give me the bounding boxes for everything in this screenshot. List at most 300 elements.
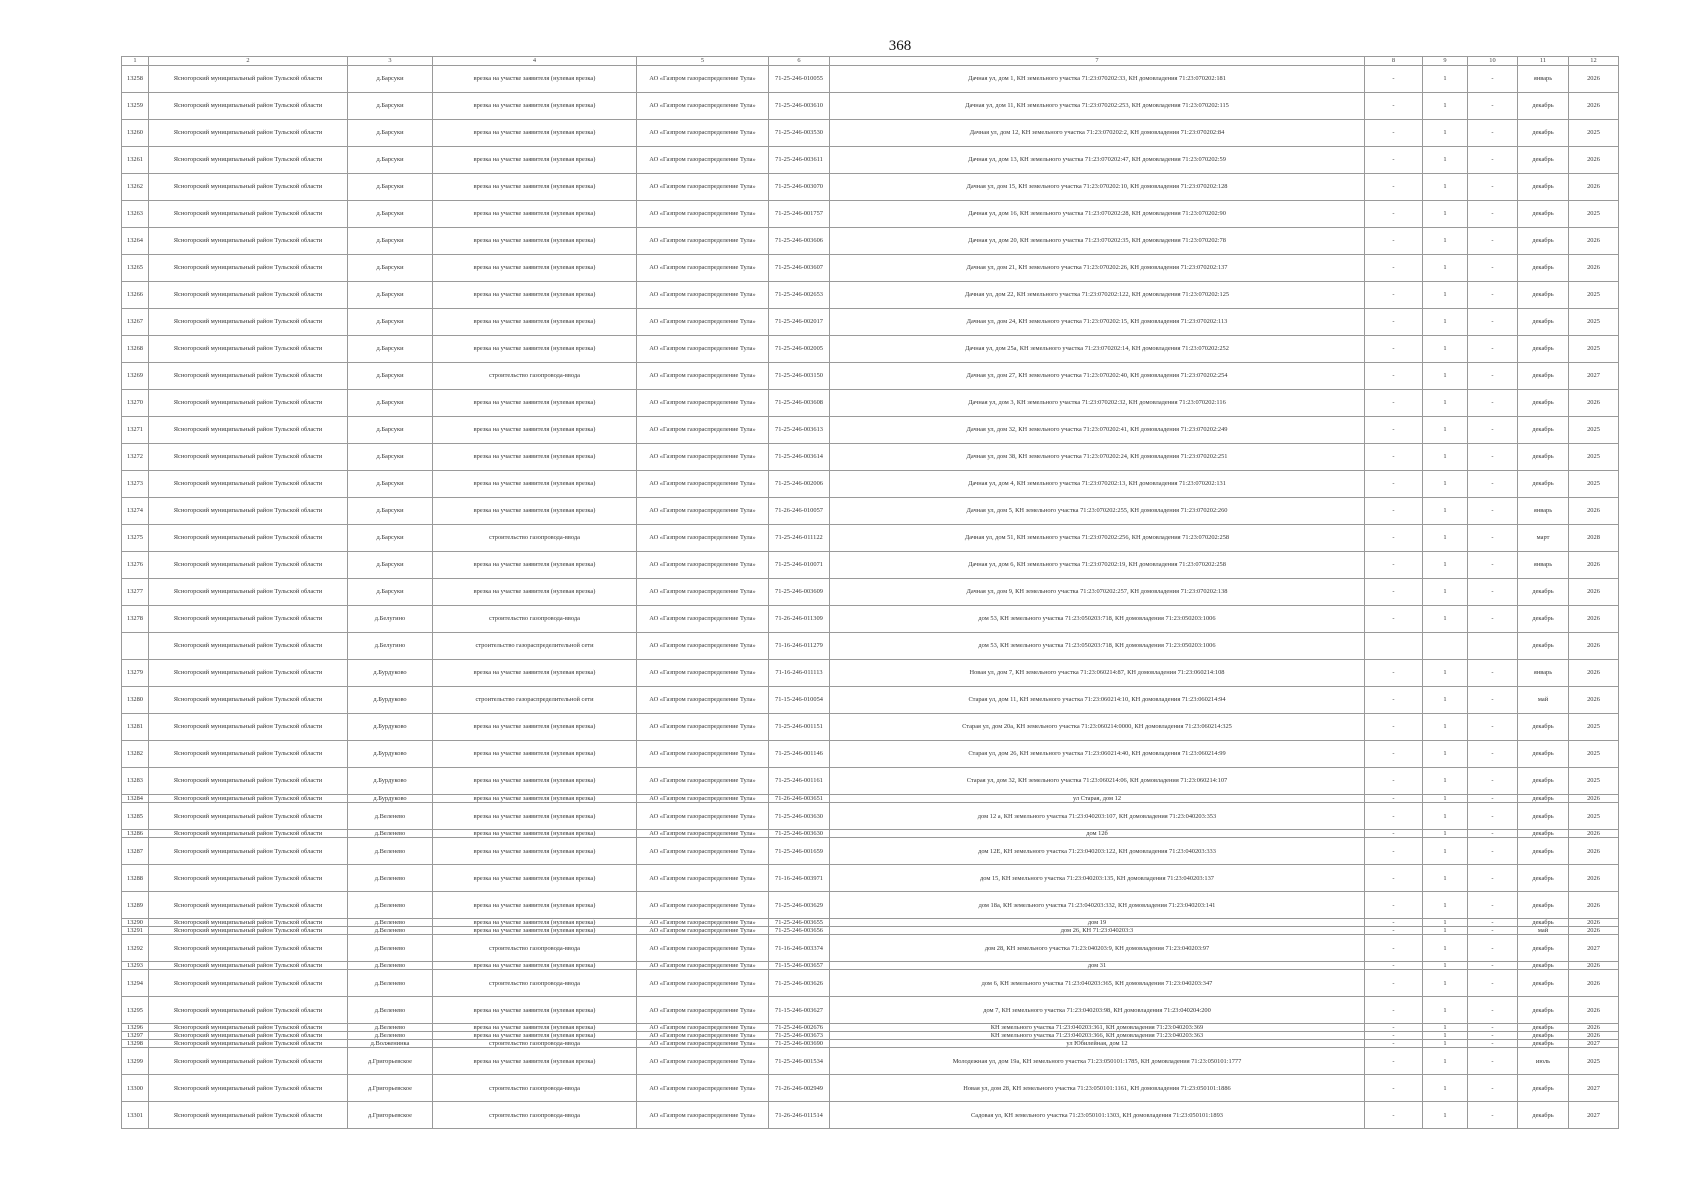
settlement-cell: д.Бурдуково — [348, 768, 433, 795]
work-type-cell: врезка на участке заявителя (нулевая врезка) — [433, 714, 637, 741]
settlement-cell: д.Барсуки — [348, 282, 433, 309]
column-8-cell: - — [1365, 997, 1423, 1024]
year-cell: 2026 — [1569, 633, 1619, 660]
year-cell: 2026 — [1569, 579, 1619, 606]
work-type-cell: строительство газопровода-ввода — [433, 606, 637, 633]
district-cell: Ясногорский муниципальный район Тульской области — [149, 919, 348, 927]
settlement-cell: д.Бурдуково — [348, 714, 433, 741]
address-cell: Дачная ул, дом 9, КН земельного участка 71:23:070202:257, КН домовладения 71:23:070202:138 — [830, 579, 1365, 606]
work-type-cell: врезка на участке заявителя (нулевая врезка) — [433, 1024, 637, 1032]
column-10-cell: - — [1468, 255, 1518, 282]
settlement-cell: д.Барсуки — [348, 525, 433, 552]
work-type-cell: врезка на участке заявителя (нулевая врезка) — [433, 201, 637, 228]
district-cell: Ясногорский муниципальный район Тульской области — [149, 997, 348, 1024]
organization-cell: АО «Газпром газораспределение Тула» — [637, 1102, 769, 1129]
address-cell: дом 12 а, КН земельного участка 71:23:040203:107, КН домовладения 71:23:040203:353 — [830, 803, 1365, 830]
column-9-cell: 1 — [1423, 660, 1468, 687]
work-type-cell: врезка на участке заявителя (нулевая врезка) — [433, 865, 637, 892]
table-row — [122, 935, 1619, 962]
month-cell: декабрь — [1518, 147, 1569, 174]
district-cell: Ясногорский муниципальный район Тульской области — [149, 1102, 348, 1129]
column-10-cell: - — [1468, 417, 1518, 444]
row-number: 13263 — [122, 201, 149, 228]
table-row — [122, 390, 1619, 417]
application-code-cell: 71-16-246-011279 — [769, 633, 830, 660]
column-8-cell: - — [1365, 714, 1423, 741]
column-9-cell: 1 — [1423, 830, 1468, 838]
month-cell: январь — [1518, 498, 1569, 525]
application-code-cell: 71-25-246-003655 — [769, 919, 830, 927]
column-header: 2 — [149, 57, 348, 66]
district-cell: Ясногорский муниципальный район Тульской области — [149, 1048, 348, 1075]
settlement-cell: д.Барсуки — [348, 201, 433, 228]
organization-cell: АО «Газпром газораспределение Тула» — [637, 228, 769, 255]
month-cell: декабрь — [1518, 606, 1569, 633]
year-cell: 2026 — [1569, 498, 1619, 525]
column-8-cell: - — [1365, 687, 1423, 714]
column-9-cell: 1 — [1423, 1024, 1468, 1032]
application-code-cell: 71-25-246-001757 — [769, 201, 830, 228]
table-row — [122, 1075, 1619, 1102]
column-9-cell: 1 — [1423, 201, 1468, 228]
organization-cell: АО «Газпром газораспределение Тула» — [637, 606, 769, 633]
work-type-cell: врезка на участке заявителя (нулевая врезка) — [433, 552, 637, 579]
month-cell: декабрь — [1518, 865, 1569, 892]
column-9-cell: 1 — [1423, 919, 1468, 927]
address-cell: Дачная ул, дом 16, КН земельного участка 71:23:070202:28, КН домовладения 71:23:070202:90 — [830, 201, 1365, 228]
column-header: 6 — [769, 57, 830, 66]
settlement-cell: д.Барсуки — [348, 552, 433, 579]
month-cell: декабрь — [1518, 309, 1569, 336]
column-9-cell: 1 — [1423, 892, 1468, 919]
column-8-cell: - — [1365, 147, 1423, 174]
address-cell: дом 53, КН земельного участка 71:23:050203:718, КН домовладения 71:23:050203:1006 — [830, 606, 1365, 633]
table-row — [122, 228, 1619, 255]
settlement-cell: д.Веленево — [348, 803, 433, 830]
application-code-cell: 71-25-246-011122 — [769, 525, 830, 552]
year-cell: 2025 — [1569, 417, 1619, 444]
application-code-cell: 71-25-246-001534 — [769, 1048, 830, 1075]
district-cell: Ясногорский муниципальный район Тульской области — [149, 444, 348, 471]
settlement-cell: д.Веленево — [348, 838, 433, 865]
district-cell: Ясногорский муниципальный район Тульской области — [149, 93, 348, 120]
table-row — [122, 714, 1619, 741]
application-code-cell: 71-26-246-002949 — [769, 1075, 830, 1102]
address-cell: Дачная ул, дом 25а, КН земельного участка 71:23:070202:14, КН домовладения 71:23:070202:252 — [830, 336, 1365, 363]
district-cell: Ясногорский муниципальный район Тульской области — [149, 147, 348, 174]
column-header: 3 — [348, 57, 433, 66]
month-cell: декабрь — [1518, 838, 1569, 865]
column-9-cell: 1 — [1423, 471, 1468, 498]
column-8-cell: - — [1365, 1040, 1423, 1048]
column-10-cell: - — [1468, 93, 1518, 120]
district-cell: Ясногорский муниципальный район Тульской области — [149, 255, 348, 282]
district-cell: Ясногорский муниципальный район Тульской области — [149, 174, 348, 201]
work-type-cell: врезка на участке заявителя (нулевая врезка) — [433, 444, 637, 471]
organization-cell: АО «Газпром газораспределение Тула» — [637, 147, 769, 174]
column-10-cell: - — [1468, 66, 1518, 93]
column-header: 8 — [1365, 57, 1423, 66]
year-cell: 2026 — [1569, 927, 1619, 935]
settlement-cell: д.Барсуки — [348, 471, 433, 498]
month-cell: декабрь — [1518, 768, 1569, 795]
year-cell: 2025 — [1569, 444, 1619, 471]
application-code-cell: 71-26-246-003651 — [769, 795, 830, 803]
work-type-cell: врезка на участке заявителя (нулевая врезка) — [433, 1048, 637, 1075]
column-10-cell: - — [1468, 919, 1518, 927]
application-code-cell: 71-16-246-003971 — [769, 865, 830, 892]
address-cell: Дачная ул, дом 1, КН земельного участка 71:23:070202:33, КН домовладения 71:23:070202:181 — [830, 66, 1365, 93]
district-cell: Ясногорский муниципальный район Тульской области — [149, 1032, 348, 1040]
column-header: 11 — [1518, 57, 1569, 66]
application-code-cell: 71-16-246-011113 — [769, 660, 830, 687]
month-cell: декабрь — [1518, 830, 1569, 838]
table-body — [122, 66, 1619, 1129]
column-9-cell: 1 — [1423, 795, 1468, 803]
column-9-cell: 1 — [1423, 282, 1468, 309]
settlement-cell: д.Григорьевское — [348, 1102, 433, 1129]
month-cell: декабрь — [1518, 93, 1569, 120]
application-code-cell: 71-25-246-002653 — [769, 282, 830, 309]
district-cell: Ясногорский муниципальный район Тульской области — [149, 66, 348, 93]
application-code-cell: 71-25-246-003630 — [769, 830, 830, 838]
column-9-cell: 1 — [1423, 714, 1468, 741]
application-code-cell: 71-25-246-002006 — [769, 471, 830, 498]
column-10-cell: - — [1468, 336, 1518, 363]
column-9-cell: 1 — [1423, 803, 1468, 830]
work-type-cell: строительство газораспределительной сети — [433, 687, 637, 714]
address-cell: дом 19 — [830, 919, 1365, 927]
column-10-cell: - — [1468, 147, 1518, 174]
settlement-cell: д.Барсуки — [348, 93, 433, 120]
column-9-cell: 1 — [1423, 606, 1468, 633]
settlement-cell: д.Белугино — [348, 606, 433, 633]
year-cell: 2026 — [1569, 660, 1619, 687]
settlement-cell: д.Веленево — [348, 865, 433, 892]
work-type-cell: врезка на участке заявителя (нулевая врезка) — [433, 309, 637, 336]
row-number: 13267 — [122, 309, 149, 336]
settlement-cell: д.Веленево — [348, 970, 433, 997]
row-number: 13258 — [122, 66, 149, 93]
district-cell: Ясногорский муниципальный район Тульской области — [149, 1024, 348, 1032]
year-cell: 2028 — [1569, 525, 1619, 552]
address-cell: Дачная ул, дом 3, КН земельного участка 71:23:070202:32, КН домовладения 71:23:070202:116 — [830, 390, 1365, 417]
application-code-cell: 71-25-246-003690 — [769, 1040, 830, 1048]
district-cell: Ясногорский муниципальный район Тульской области — [149, 336, 348, 363]
settlement-cell: д.Веленево — [348, 1024, 433, 1032]
year-cell: 2026 — [1569, 1024, 1619, 1032]
address-cell: Старая ул, дом 20а, КН земельного участка 71:23:060214:0000, КН домовладения 71:23:060214:325 — [830, 714, 1365, 741]
work-type-cell: врезка на участке заявителя (нулевая врезка) — [433, 390, 637, 417]
row-number: 13288 — [122, 865, 149, 892]
column-8-cell: - — [1365, 309, 1423, 336]
organization-cell: АО «Газпром газораспределение Тула» — [637, 865, 769, 892]
settlement-cell: д.Веленево — [348, 892, 433, 919]
month-cell: январь — [1518, 660, 1569, 687]
organization-cell: АО «Газпром газораспределение Тула» — [637, 471, 769, 498]
row-number: 13293 — [122, 962, 149, 970]
district-cell: Ясногорский муниципальный район Тульской области — [149, 768, 348, 795]
table-row — [122, 552, 1619, 579]
month-cell: декабрь — [1518, 228, 1569, 255]
column-9-cell: 1 — [1423, 687, 1468, 714]
settlement-cell: д.Барсуки — [348, 336, 433, 363]
settlement-cell: д.Веленево — [348, 927, 433, 935]
month-cell: май — [1518, 687, 1569, 714]
address-cell: Дачная ул, дом 32, КН земельного участка 71:23:070202:41, КН домовладения 71:23:070202:249 — [830, 417, 1365, 444]
work-type-cell: врезка на участке заявителя (нулевая врезка) — [433, 803, 637, 830]
column-10-cell: - — [1468, 714, 1518, 741]
column-10-cell: - — [1468, 228, 1518, 255]
year-cell: 2026 — [1569, 66, 1619, 93]
row-number: 13287 — [122, 838, 149, 865]
column-header: 9 — [1423, 57, 1468, 66]
table-row — [122, 309, 1619, 336]
row-number: 13268 — [122, 336, 149, 363]
organization-cell: АО «Газпром газораспределение Тула» — [637, 919, 769, 927]
address-cell: дом 7, КН земельного участка 71:23:040203:98, КН домовладения 71:23:040204:200 — [830, 997, 1365, 1024]
address-cell: Дачная ул, дом 51, КН земельного участка 71:23:070202:256, КН домовладения 71:23:070202:258 — [830, 525, 1365, 552]
work-type-cell: врезка на участке заявителя (нулевая врезка) — [433, 228, 637, 255]
table-row — [122, 795, 1619, 803]
organization-cell: АО «Газпром газораспределение Тула» — [637, 201, 769, 228]
work-type-cell: врезка на участке заявителя (нулевая врезка) — [433, 962, 637, 970]
work-type-cell: врезка на участке заявителя (нулевая врезка) — [433, 1032, 637, 1040]
column-8-cell: - — [1365, 865, 1423, 892]
work-type-cell: врезка на участке заявителя (нулевая врезка) — [433, 660, 637, 687]
district-cell: Ясногорский муниципальный район Тульской области — [149, 201, 348, 228]
row-number: 13272 — [122, 444, 149, 471]
work-type-cell: врезка на участке заявителя (нулевая врезка) — [433, 66, 637, 93]
column-9-cell: 1 — [1423, 525, 1468, 552]
table-row — [122, 417, 1619, 444]
row-number: 13291 — [122, 927, 149, 935]
column-10-cell: - — [1468, 606, 1518, 633]
settlement-cell: д.Барсуки — [348, 579, 433, 606]
year-cell: 2026 — [1569, 892, 1619, 919]
settlement-cell: д.Барсуки — [348, 174, 433, 201]
column-8-cell: - — [1365, 579, 1423, 606]
column-8-cell: - — [1365, 363, 1423, 390]
district-cell: Ясногорский муниципальный район Тульской области — [149, 687, 348, 714]
month-cell: декабрь — [1518, 120, 1569, 147]
table-row — [122, 579, 1619, 606]
column-10-cell: - — [1468, 444, 1518, 471]
organization-cell: АО «Газпром газораспределение Тула» — [637, 768, 769, 795]
district-cell: Ясногорский муниципальный район Тульской области — [149, 309, 348, 336]
year-cell: 2026 — [1569, 919, 1619, 927]
column-header: 7 — [830, 57, 1365, 66]
column-8-cell: - — [1365, 768, 1423, 795]
column-8-cell: - — [1365, 795, 1423, 803]
row-number: 13275 — [122, 525, 149, 552]
address-cell: Дачная ул, дом 11, КН земельного участка 71:23:070202:253, КН домовладения 71:23:070202:115 — [830, 93, 1365, 120]
year-cell: 2025 — [1569, 1048, 1619, 1075]
column-9-cell: 1 — [1423, 552, 1468, 579]
address-cell: Дачная ул, дом 6, КН земельного участка 71:23:070202:19, КН домовладения 71:23:070202:258 — [830, 552, 1365, 579]
organization-cell: АО «Газпром газораспределение Тула» — [637, 417, 769, 444]
district-cell: Ясногорский муниципальный район Тульской области — [149, 741, 348, 768]
settlement-cell: д.Веленево — [348, 997, 433, 1024]
column-10-cell: - — [1468, 174, 1518, 201]
address-cell: КН земельного участка 71:23:040203:366, КН домовладения 71:23:040203:363 — [830, 1032, 1365, 1040]
organization-cell: АО «Газпром газораспределение Тула» — [637, 997, 769, 1024]
column-header: 10 — [1468, 57, 1518, 66]
organization-cell: АО «Газпром газораспределение Тула» — [637, 1040, 769, 1048]
column-10-cell: - — [1468, 1048, 1518, 1075]
column-8-cell: - — [1365, 228, 1423, 255]
district-cell: Ясногорский муниципальный район Тульской области — [149, 363, 348, 390]
address-cell: ул Старая, дом 12 — [830, 795, 1365, 803]
table-row — [122, 970, 1619, 997]
column-10-cell: - — [1468, 201, 1518, 228]
settlement-cell: д.Веленево — [348, 830, 433, 838]
work-type-cell: врезка на участке заявителя (нулевая врезка) — [433, 795, 637, 803]
row-number: 13261 — [122, 147, 149, 174]
settlement-cell: д.Бурдуково — [348, 795, 433, 803]
column-9-cell: 1 — [1423, 962, 1468, 970]
column-10-cell: - — [1468, 687, 1518, 714]
application-code-cell: 71-25-246-001146 — [769, 741, 830, 768]
column-8-cell: - — [1365, 803, 1423, 830]
column-10-cell: - — [1468, 892, 1518, 919]
year-cell: 2026 — [1569, 390, 1619, 417]
year-cell: 2026 — [1569, 970, 1619, 997]
organization-cell: АО «Газпром газораспределение Тула» — [637, 1024, 769, 1032]
organization-cell: АО «Газпром газораспределение Тула» — [637, 120, 769, 147]
organization-cell: АО «Газпром газораспределение Тула» — [637, 633, 769, 660]
address-cell: КН земельного участка 71:23:040203:361, КН домовладения 71:23:040203:369 — [830, 1024, 1365, 1032]
application-code-cell: 71-25-246-003150 — [769, 363, 830, 390]
table-row — [122, 525, 1619, 552]
column-9-cell: 1 — [1423, 1102, 1468, 1129]
address-cell: Молодежная ул, дом 19а, КН земельного участка 71:23:050101:1785, КН домовладения 71:23:050101:1777 — [830, 1048, 1365, 1075]
column-8-cell: - — [1365, 282, 1423, 309]
settlement-cell: д.Григорьевское — [348, 1048, 433, 1075]
month-cell: декабрь — [1518, 336, 1569, 363]
column-9-cell: 1 — [1423, 741, 1468, 768]
address-cell: Старая ул, дом 32, КН земельного участка 71:23:060214:06, КН домовладения 71:23:060214:107 — [830, 768, 1365, 795]
work-type-cell: строительство газопровода-ввода — [433, 970, 637, 997]
table-row — [122, 1024, 1619, 1032]
district-cell: Ясногорский муниципальный район Тульской области — [149, 962, 348, 970]
row-number: 13269 — [122, 363, 149, 390]
application-code-cell: 71-15-246-003627 — [769, 997, 830, 1024]
table-row — [122, 120, 1619, 147]
column-8-cell: - — [1365, 390, 1423, 417]
work-type-cell: врезка на участке заявителя (нулевая врезка) — [433, 120, 637, 147]
row-number: 13283 — [122, 768, 149, 795]
month-cell: декабрь — [1518, 1024, 1569, 1032]
month-cell: декабрь — [1518, 579, 1569, 606]
month-cell: декабрь — [1518, 795, 1569, 803]
row-number: 13277 — [122, 579, 149, 606]
address-cell: Новая ул, дом 28, КН земельного участка 71:23:050101:1161, КН домовладения 71:23:050101:1886 — [830, 1075, 1365, 1102]
district-cell: Ясногорский муниципальный район Тульской области — [149, 970, 348, 997]
year-cell: 2027 — [1569, 1040, 1619, 1048]
column-number-row — [122, 57, 1619, 66]
column-9-cell — [1423, 633, 1468, 660]
row-number: 13265 — [122, 255, 149, 282]
column-9-cell: 1 — [1423, 174, 1468, 201]
settlement-cell: д.Барсуки — [348, 255, 433, 282]
application-code-cell: 71-16-246-003374 — [769, 935, 830, 962]
work-type-cell: строительство газораспределительной сети — [433, 633, 637, 660]
column-10-cell: - — [1468, 803, 1518, 830]
table-row — [122, 1032, 1619, 1040]
table-row — [122, 471, 1619, 498]
column-10-cell: - — [1468, 865, 1518, 892]
month-cell: январь — [1518, 552, 1569, 579]
column-9-cell: 1 — [1423, 498, 1468, 525]
organization-cell: АО «Газпром газораспределение Тула» — [637, 795, 769, 803]
column-8-cell: - — [1365, 120, 1423, 147]
column-9-cell: 1 — [1423, 997, 1468, 1024]
column-10-cell: - — [1468, 525, 1518, 552]
district-cell: Ясногорский муниципальный район Тульской области — [149, 892, 348, 919]
table-row — [122, 1040, 1619, 1048]
row-number: 13294 — [122, 970, 149, 997]
district-cell: Ясногорский муниципальный район Тульской области — [149, 660, 348, 687]
column-9-cell: 1 — [1423, 417, 1468, 444]
table-row — [122, 865, 1619, 892]
column-9-cell: 1 — [1423, 1048, 1468, 1075]
application-code-cell: 71-26-246-011514 — [769, 1102, 830, 1129]
table-row — [122, 838, 1619, 865]
table-row — [122, 255, 1619, 282]
settlement-cell: д.Веленево — [348, 1032, 433, 1040]
settlement-cell: д.Бурдуково — [348, 741, 433, 768]
application-code-cell: 71-26-246-011309 — [769, 606, 830, 633]
application-code-cell: 71-25-246-003613 — [769, 417, 830, 444]
column-9-cell: 1 — [1423, 865, 1468, 892]
row-number: 13279 — [122, 660, 149, 687]
month-cell: июль — [1518, 1048, 1569, 1075]
address-cell: Дачная ул, дом 15, КН земельного участка 71:23:070202:10, КН домовладения 71:23:070202:128 — [830, 174, 1365, 201]
month-cell: декабрь — [1518, 201, 1569, 228]
work-type-cell: врезка на участке заявителя (нулевая врезка) — [433, 830, 637, 838]
organization-cell: АО «Газпром газораспределение Тула» — [637, 282, 769, 309]
district-cell: Ясногорский муниципальный район Тульской области — [149, 606, 348, 633]
year-cell: 2026 — [1569, 1032, 1619, 1040]
table-row — [122, 741, 1619, 768]
address-cell: дом 53, КН земельного участка 71:23:050203:718, КН домовладения 71:23:050203:1006 — [830, 633, 1365, 660]
application-code-cell: 71-25-246-003673 — [769, 1032, 830, 1040]
work-type-cell: врезка на участке заявителя (нулевая врезка) — [433, 282, 637, 309]
year-cell: 2026 — [1569, 255, 1619, 282]
work-type-cell: врезка на участке заявителя (нулевая врезка) — [433, 741, 637, 768]
settlement-cell: д.Веленево — [348, 919, 433, 927]
address-cell: дом 12б — [830, 830, 1365, 838]
organization-cell: АО «Газпром газораспределение Тула» — [637, 660, 769, 687]
column-8-cell: - — [1365, 525, 1423, 552]
row-number: 13284 — [122, 795, 149, 803]
month-cell: декабрь — [1518, 390, 1569, 417]
settlement-cell: д.Веленево — [348, 935, 433, 962]
row-number: 13296 — [122, 1024, 149, 1032]
organization-cell: АО «Газпром газораспределение Тула» — [637, 444, 769, 471]
column-8-cell: - — [1365, 336, 1423, 363]
work-type-cell: врезка на участке заявителя (нулевая врезка) — [433, 471, 637, 498]
month-cell: декабрь — [1518, 919, 1569, 927]
address-cell: Новая ул, дом 7, КН земельного участка 71:23:060214:87, КН домовладения 71:23:060214:108 — [830, 660, 1365, 687]
year-cell: 2025 — [1569, 741, 1619, 768]
district-cell: Ясногорский муниципальный район Тульской области — [149, 935, 348, 962]
table-row — [122, 962, 1619, 970]
organization-cell: АО «Газпром газораспределение Тула» — [637, 741, 769, 768]
address-cell: дом 12Е, КН земельного участка 71:23:040203:122, КН домовладения 71:23:040203:333 — [830, 838, 1365, 865]
district-cell: Ясногорский муниципальный район Тульской области — [149, 927, 348, 935]
